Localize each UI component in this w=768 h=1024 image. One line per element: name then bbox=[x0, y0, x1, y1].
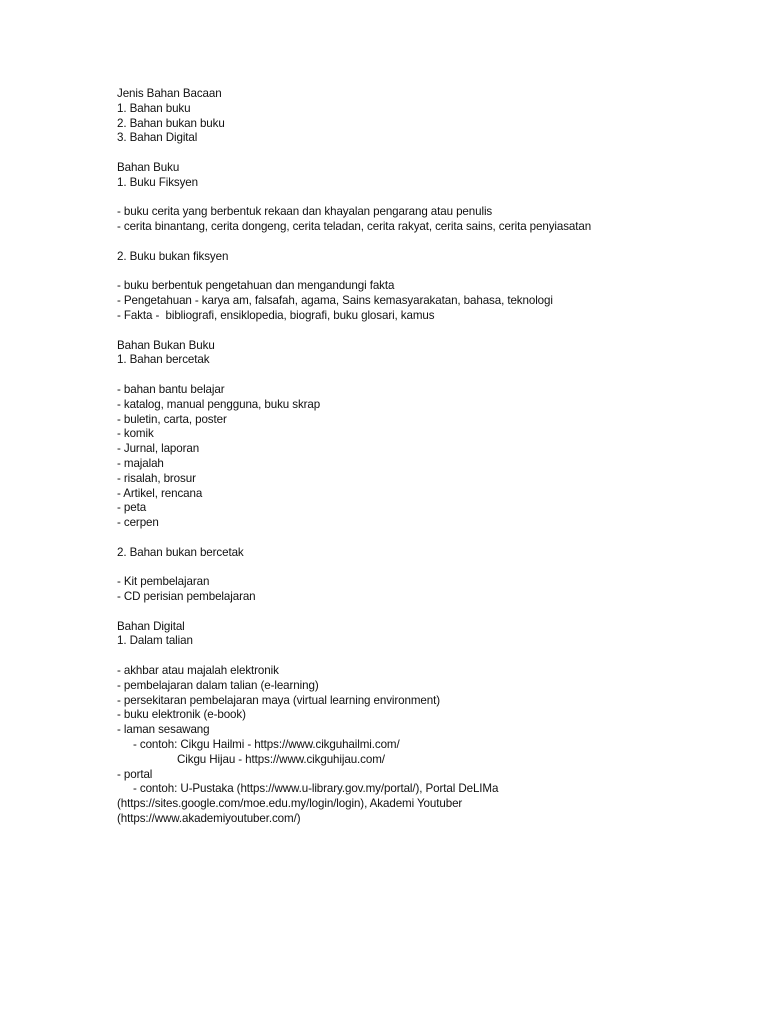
spacer bbox=[117, 605, 717, 620]
bercetak-point: - katalog, manual pengguna, buku skrap bbox=[117, 397, 321, 411]
spacer bbox=[117, 368, 717, 383]
fiksyen-point: - cerita binantang, cerita dongeng, cerita teladan, cerita rakyat, cerita sains, cerita penyiasatan bbox=[117, 220, 592, 234]
spacer bbox=[117, 649, 717, 664]
dalam-talian-point: - laman sesawang bbox=[117, 723, 210, 737]
document-body bbox=[117, 87, 717, 827]
bukan-bercetak-point: - Kit pembelajaran bbox=[117, 575, 210, 589]
spacer bbox=[117, 265, 717, 280]
bercetak-point: - risalah, brosur bbox=[117, 471, 196, 485]
dalam-talian-point: - pembelajaran dalam talian (e-learning) bbox=[117, 678, 319, 692]
portal-example-continued: (https://www.akademiyoutuber.com/) bbox=[117, 812, 301, 826]
bercetak-point: - cerpen bbox=[117, 516, 159, 530]
dalam-talian-point: - buku elektronik (e-book) bbox=[117, 708, 246, 722]
spacer bbox=[117, 235, 717, 250]
portal-point: - portal bbox=[117, 767, 153, 781]
laman-example: Cikgu Hijau - https://www.cikguhijau.com/ bbox=[177, 752, 385, 766]
bercetak-point: - buletin, carta, poster bbox=[117, 412, 227, 426]
fiksyen-title: 1. Buku Fiksyen bbox=[117, 175, 198, 189]
bercetak-title: 1. Bahan bercetak bbox=[117, 353, 210, 367]
dalam-talian-title: 1. Dalam talian bbox=[117, 634, 193, 648]
portal-example-continued: (https://sites.google.com/moe.edu.my/login/login), Akademi Youtuber bbox=[117, 797, 463, 811]
dalam-talian-point: - akhbar atau majalah elektronik bbox=[117, 664, 279, 678]
types-item: 1. Bahan buku bbox=[117, 101, 191, 115]
types-item: 2. Bahan bukan buku bbox=[117, 116, 225, 130]
fiksyen-point: - buku cerita yang berbentuk rekaan dan khayalan pengarang atau penulis bbox=[117, 205, 493, 219]
spacer bbox=[117, 531, 717, 546]
spacer bbox=[117, 561, 717, 576]
bukan-fiksyen-point: - Pengetahuan - karya am, falsafah, agama, Sains kemasyarakatan, bahasa, teknologi bbox=[117, 294, 553, 308]
bercetak-point: - Artikel, rencana bbox=[117, 486, 203, 500]
spacer bbox=[117, 191, 717, 206]
types-item: 3. Bahan Digital bbox=[117, 131, 198, 145]
laman-example: - contoh: Cikgu Hailmi - https://www.cikguhailmi.com/ bbox=[133, 738, 400, 752]
portal-example: - contoh: U-Pustaka (https://www.u-library.gov.my/portal/), Portal DeLIMa bbox=[133, 782, 499, 796]
bahan-buku-heading: Bahan Buku bbox=[117, 160, 180, 174]
bukan-fiksyen-point: - Fakta - bibliografi, ensiklopedia, biografi, buku glosari, kamus bbox=[117, 308, 435, 322]
bukan-fiksyen-point: - buku berbentuk pengetahuan dan mengandungi fakta bbox=[117, 279, 395, 293]
types-heading: Jenis Bahan Bacaan bbox=[117, 87, 222, 100]
bahan-digital-heading: Bahan Digital bbox=[117, 619, 185, 633]
spacer bbox=[117, 146, 717, 161]
bercetak-point: - peta bbox=[117, 501, 147, 515]
bukan-fiksyen-title: 2. Buku bukan fiksyen bbox=[117, 249, 229, 263]
bercetak-point: - Jurnal, laporan bbox=[117, 442, 200, 456]
bercetak-point: - bahan bantu belajar bbox=[117, 382, 225, 396]
bukan-bercetak-title: 2. Bahan bukan bercetak bbox=[117, 545, 244, 559]
spacer bbox=[117, 324, 717, 339]
dalam-talian-point: - persekitaran pembelajaran maya (virtual learning environment) bbox=[117, 693, 440, 707]
bukan-bercetak-point: - CD perisian pembelajaran bbox=[117, 590, 256, 604]
bercetak-point: - majalah bbox=[117, 456, 164, 470]
bahan-bukan-buku-heading: Bahan Bukan Buku bbox=[117, 338, 215, 352]
bercetak-point: - komik bbox=[117, 427, 154, 441]
